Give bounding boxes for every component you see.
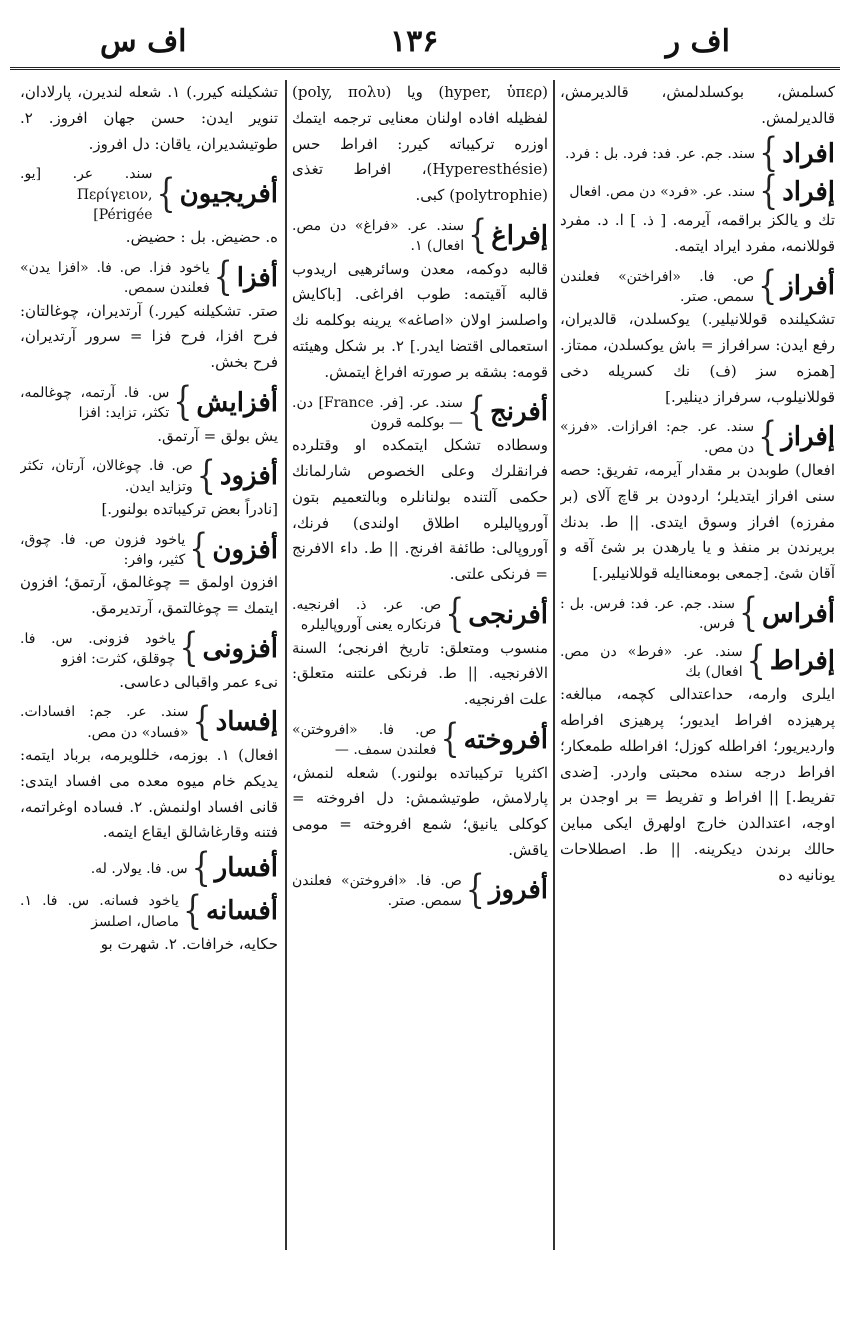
headword: أفزود [219,461,278,492]
grammar-note: ص. فا. چوغالان، آرتان، تكثر وتزايد ايدن. [20,458,193,495]
grammar-note: س. فا. آرتمه، چوغالمه، تكثر، تزايد: افزا [20,385,170,422]
definition-text: تشكيلنه كيرر.) ۱. شعله لنديرن، پارلادان، تنوير ايدن: حسن جهان افروز. ۲. طوتيشديران، ياقان: دل افروز. [20,83,278,153]
brace-glyph: } [182,888,203,934]
dictionary-entry [560,168,835,260]
headword: إفراد [782,176,835,207]
entry-head-row [20,379,278,426]
grammar-note: سند. عر. [فر. France] دن. — بوكلمه قرون [292,394,463,431]
dictionary-entry [560,80,835,132]
headword: أفزونى [202,633,278,664]
grammar-note: ص. عر. ذ. افرنجيه. فرنكاره يعنى آوروپاليلره [292,596,442,634]
definition-text: يش بولق = آرتمق. [157,426,278,445]
entry-head-row [20,526,278,573]
grammar-note: سند. عر. جم: افسادات. «فساد» دن مص. [20,704,189,741]
entry-head-row [292,716,548,763]
headword: أفرنج [489,397,548,428]
entry-head-row [292,591,548,638]
entry-head-row [560,590,835,637]
headword: أفسار [214,853,278,884]
brace-glyph: } [189,526,209,573]
grammar-note: ياخود فزا. ص. فا. «افزا يدن» فعلندن سمص. [20,260,210,297]
headword: أفروخته [463,724,548,755]
brace-glyph: } [759,168,779,215]
brace-glyph: } [738,590,759,637]
grammar-note: سند. عر. جم: افرازات. «فرز» دن مص. [560,419,755,456]
brace-glyph: } [173,379,193,426]
definition-text: قالبه دوكمه، معدن وسائرهيى اريدوب قالبه آقيتمه: طوب افراغى. [باكايش واصلسز اولان «اصاغه» يرينه بوكلمه نك استعمالى اقتضا ايدر.] ۲. بر شكل وهيئته قومه: بشقه بر صورته افراغ ايتمش. [292,259,548,381]
dictionary-entry [20,453,278,522]
dictionary-entry [292,80,548,209]
headword: أفرنجى [468,599,548,630]
brace-glyph: } [192,699,212,745]
brace-glyph: } [466,389,486,435]
page-number: ۱۳۶ [390,24,439,59]
brace-glyph: } [191,845,211,891]
dictionary-entry [560,638,835,889]
entry-head-row [560,638,835,684]
entry-head-row [20,845,278,891]
headword: إفراغ [491,220,548,251]
grammar-note: ص. فا. «افروختن» فعلندن سمف. — [292,721,437,759]
dictionary-entry [20,379,278,449]
dictionary-entry [20,625,278,695]
dictionary-entry [20,845,278,891]
entry-head-row [292,389,548,435]
headword: أفراز [781,271,835,302]
grammar-note: ص. فا. «افراختن» فعلندن سمص. صتر. [560,268,755,305]
definition-text: ايلرى وارمه، حداعتدالى كچمه، مبالغه: پرهيزده افراط ايديور؛ پرهيزى افراطه وارديريور؛ افراطله كوزل؛ افراطله طمعكار؛ افراط درجه سنده محبتى واردر. [ضدى تفريط.] || افراط و تفريط = بر اوجدن بر اوجه، اعتدالدن خارج اولهرق ايكى مباين حالك برندن ديكرينه. || ط. اصطلاحات يونانيه ده [560,685,835,884]
grammar-note: ياخود فزون ص. فا. چوق، كثير، وافر: [20,531,186,569]
dictionary-entry [20,888,278,957]
entry-head-row [560,130,835,177]
dictionary-entry [292,389,548,588]
entry-head-row [20,625,278,672]
definition-text: تك و يالكز براقمه، آيرمه. [ ذ. ] ا. د. مفرد قوللانمه، مفرد ايراد ايتمه. [560,210,835,255]
headword: أفزون [212,534,278,565]
definition-text: ه. حضيض. بل : حضيض. [125,228,278,247]
headword: إفراز [781,422,835,453]
entry-head-row [20,888,278,934]
entry-head-row [20,453,278,499]
definition-text: افعال) ۱. بوزمه، خللويرمه، برباد ايتمه: يديكم خام ميوه معده مى افساد ايتدى: قانى افساد اولنمش. ۲. فساده اوغراتمه، فتنه وقارغاشالق ايقاع ايتمه. [20,746,278,842]
definition-text: افعال) طوبدن بر مقدار آيرمه، تفريق: حصه سنى افراز ايتديلر؛ اردودن بر قاچ آلاى (بر مفرزه) افراز وسوق ايتدى. || ط. بدنك بريرندن بر منفذ و يا يارهدن بر شئ آقه و آقان شئ. [جمعى بومعناايله قوللانيلير.] [560,460,835,583]
entry-head-row [292,212,548,259]
headword: أفزا [236,262,278,293]
grammar-note: ياخود فزونى. س. فا. چوقلق، كثرت: افزو [20,631,176,668]
headword: إفساد [215,707,278,738]
header-right-guide-word: اف ر [665,24,730,59]
column-right [560,80,835,1255]
definition-text: [نادراً بعض تركيباتده بولنور.] [101,500,278,519]
definition-text: وسطاده تشكل ايتمكده او وقتلرده فرانقلرك وعلى الخصوص شارلمانك حكمى آلتنده بولنانلره وبالتعميم بتون آوروپاليلره اطلاق اولندى) فرنك، آوروپالى: طائفة افرنج. || ط. داء الافرنج = فرنكى علتى. [292,436,548,584]
brace-glyph: } [758,263,778,309]
dictionary-entry [292,591,548,713]
definition-text: نىء عمر واقبالى دعاسى. [119,672,278,691]
headword: إفراط [769,646,835,677]
column-divider [553,80,555,1250]
brace-glyph: } [445,591,465,638]
dictionary-entry [20,699,278,846]
entry-head-row [560,263,835,309]
grammar-note: سند. عر. «فراغ» دن مص. افعال) ۱. [292,217,465,255]
dictionary-entry [292,867,548,914]
dictionary-entry [20,254,278,376]
entry-head-row [560,414,835,460]
header-rule [10,67,840,70]
entry-head-row [20,699,278,745]
grammar-note: سند. جم. عر. فد: فرس. بل : فرس. [560,595,735,633]
brace-glyph: } [213,254,233,301]
column-divider [285,80,287,1250]
brace-glyph: } [468,212,488,259]
headword: أفروز [488,875,548,906]
column-middle [292,80,548,1255]
definition-text: صتر. تشكيلنه كيرر.) آرتديران، چوغالتان: فرح افزا، فرح فزا = سرور آرتديران، فرح بخش. [20,301,278,372]
headword: أفريجيون [179,179,278,210]
brace-glyph: } [758,414,778,460]
definition-text: (hyper, ὑπερ) ويا (poly, πολυ) لفظيله افاده اولنان معنايى ترجمه ايتمك اوزره تركيباته كيرر: افراط حس (Hyperesthésie)، افراط تغذى (polytrophie) كبى. [292,83,548,205]
page-header [10,18,840,70]
headword: أفراس [762,598,835,629]
headword: أفسانه [206,896,278,927]
header-left-guide-word: اف س [100,24,187,59]
grammar-note: ص. فا. «افروختن» فعلندن سمص. صتر. [292,872,462,909]
dictionary-entry [560,130,835,177]
brace-glyph: } [156,171,176,217]
dictionary-entry [292,212,548,386]
brace-glyph: } [440,716,460,763]
column-left [20,80,278,1255]
entry-head-row [20,164,278,225]
brace-glyph: } [196,453,216,499]
dictionary-entry [20,80,278,157]
grammar-note: سند. جم. عر. فد: فرد. بل : فرد. [565,146,756,163]
definition-text: حكايه، خرافات. ۲. شهرت بو [100,934,278,953]
grammar-note: ياخود فسانه. س. فا. ۱. ماصال، اصلسز [20,893,179,930]
dictionary-entry [560,263,835,411]
brace-glyph: } [746,638,766,684]
entry-head-row [20,254,278,301]
definition-text: کسلمش، بوکسلدلمش، قالديرمش، قالديرلمش. [560,83,835,127]
dictionary-entry [560,590,835,637]
definition-text: تشكيلنده قوللانيلير.) يوكسلدن، قالديران، رفع ايدن: سرافراز = باش يوكسلدن، ممتاز. [همزه سز (ف) نك كسريله دخى قوللانيلوب، سرفراز دينلير.] [560,310,835,406]
brace-glyph: } [465,867,485,914]
grammar-note: س. فا. يولار. له. [90,860,188,877]
dictionary-entry [560,414,835,587]
dictionary-entry [292,716,548,864]
headword: افراد [782,138,835,169]
entry-head-row [292,867,548,914]
definition-text: منسوب ومتعلق: تاريخ افرنجى؛ السنة الافرنجيه. || ط. فرنكى علتنه متعلق: علت افرنجيه. [292,638,548,709]
brace-glyph: } [179,625,199,672]
dictionary-entry [20,164,278,251]
brace-glyph: } [759,130,779,177]
definition-text: افزون اولمق = چوغالمق، آرتمق؛ افزون ايتمك = چوغالتمق، آرتديرمق. [20,573,278,618]
grammar-note: سند. عر. [يو. Περίγειον, Périgée] [20,166,153,223]
grammar-note: سند. عر. «فرط» دن مص. افعال) بك [560,643,743,680]
headword: أفزايش [196,387,278,418]
entry-head-row [560,168,835,215]
grammar-note: سند. عر. «فرد» دن مص. افعال [569,184,756,201]
dictionary-entry [20,526,278,622]
definition-text: اكثريا تركيباتده بولنور.) شعله لنمش، پارلامش، طوتيشمش: دل افروخته = كوكلى يانيق؛ شمع افروخته = مومى ياقش. [292,763,548,859]
